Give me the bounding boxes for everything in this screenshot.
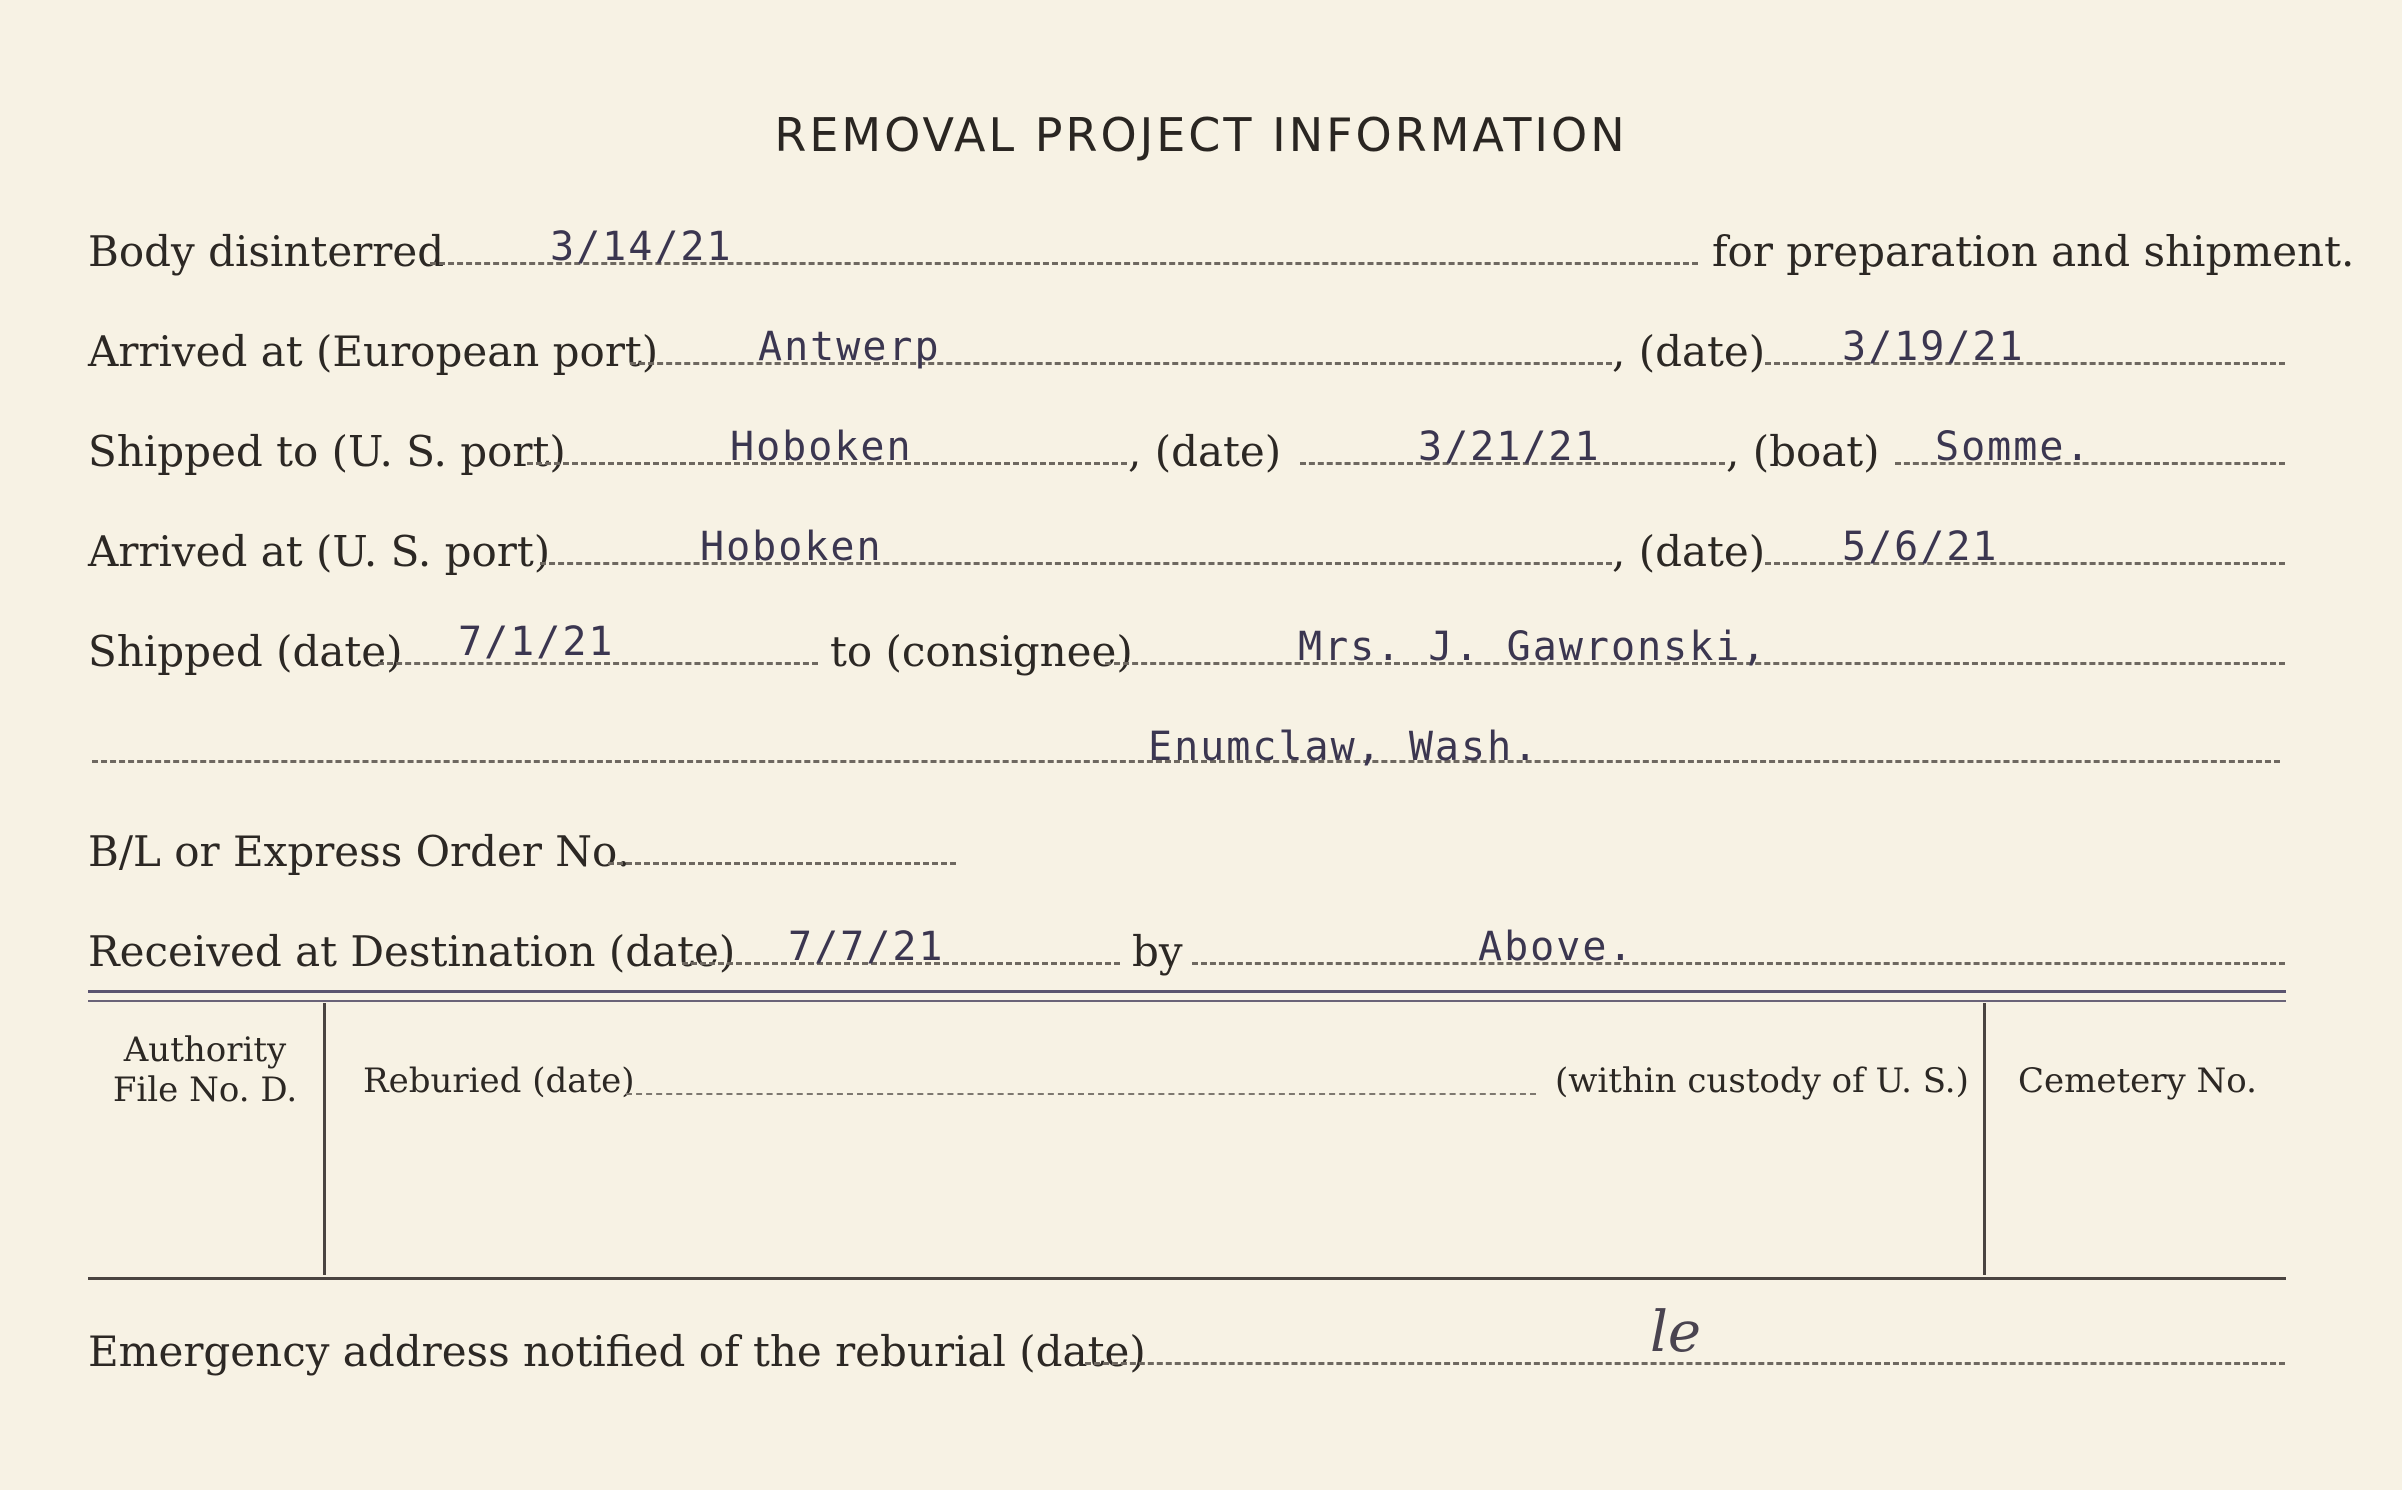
emergency-label: Emergency address notified of the reburial (date): [88, 1327, 1146, 1376]
table-divider-left: [323, 1003, 326, 1275]
shipped-us-port: Hoboken: [730, 424, 913, 470]
received-date-value: 7/7/21: [788, 924, 945, 970]
arrived-us-port: Hoboken: [700, 524, 883, 570]
shipped-us-boat: Somme.: [1935, 424, 2092, 470]
table-divider-right: [1983, 1003, 1986, 1275]
emergency-initials: le: [1650, 1300, 1702, 1365]
table-top-rule: [88, 990, 2286, 993]
shipped-us-date-label: , (date): [1128, 427, 1282, 476]
table-bottom-rule: [88, 1277, 2286, 1280]
bl-order-label: B/L or Express Order No.: [88, 827, 630, 876]
arrived-european-date: 3/19/21: [1842, 324, 2025, 370]
reburied-label: Reburied (date): [363, 1061, 635, 1101]
arrived-european-port: Antwerp: [758, 324, 941, 370]
shipped-date-value: 7/1/21: [458, 619, 615, 665]
consignee-label: to (consignee): [830, 627, 1133, 676]
body-disinterred-label: Body disinterred: [88, 227, 445, 276]
custody-label: (within custody of U. S.): [1555, 1061, 1969, 1101]
arrived-us-date-label: , (date): [1612, 527, 1766, 576]
authority-heading: [90, 1030, 320, 1110]
arrived-us-label: Arrived at (U. S. port): [88, 527, 551, 576]
received-by-label: by: [1132, 927, 1183, 976]
shipped-us-boat-label: , (boat): [1726, 427, 1880, 476]
body-disinterred-suffix: for preparation and shipment.: [1712, 227, 2355, 276]
authority-line-2: File No. D.: [112, 1070, 298, 1110]
authority-line-1: Authority: [123, 1030, 287, 1070]
shipped-date-label: Shipped (date): [88, 627, 403, 676]
consignee-name: Mrs. J. Gawronski,: [1298, 624, 1768, 670]
reburied-line: [626, 1093, 1536, 1095]
arrived-european-label: Arrived at (European port): [88, 327, 659, 376]
table-top-rule-inner: [88, 1000, 2286, 1002]
bl-order-line: [608, 862, 956, 865]
received-by-value: Above.: [1478, 924, 1635, 970]
arrived-us-date: 5/6/21: [1842, 524, 1999, 570]
shipped-us-date: 3/21/21: [1418, 424, 1601, 470]
card-title: REMOVAL PROJECT INFORMATION: [774, 108, 1628, 162]
cemetery-label: Cemetery No.: [2018, 1061, 2257, 1101]
arrived-european-date-label: , (date): [1612, 327, 1766, 376]
received-by-line: [1192, 962, 2285, 965]
received-label: Received at Destination (date): [88, 927, 736, 976]
consignee-address: Enumclaw, Wash.: [1148, 724, 1540, 770]
body-disinterred-value: 3/14/21: [550, 224, 733, 270]
shipped-us-label: Shipped to (U. S. port): [88, 427, 566, 476]
